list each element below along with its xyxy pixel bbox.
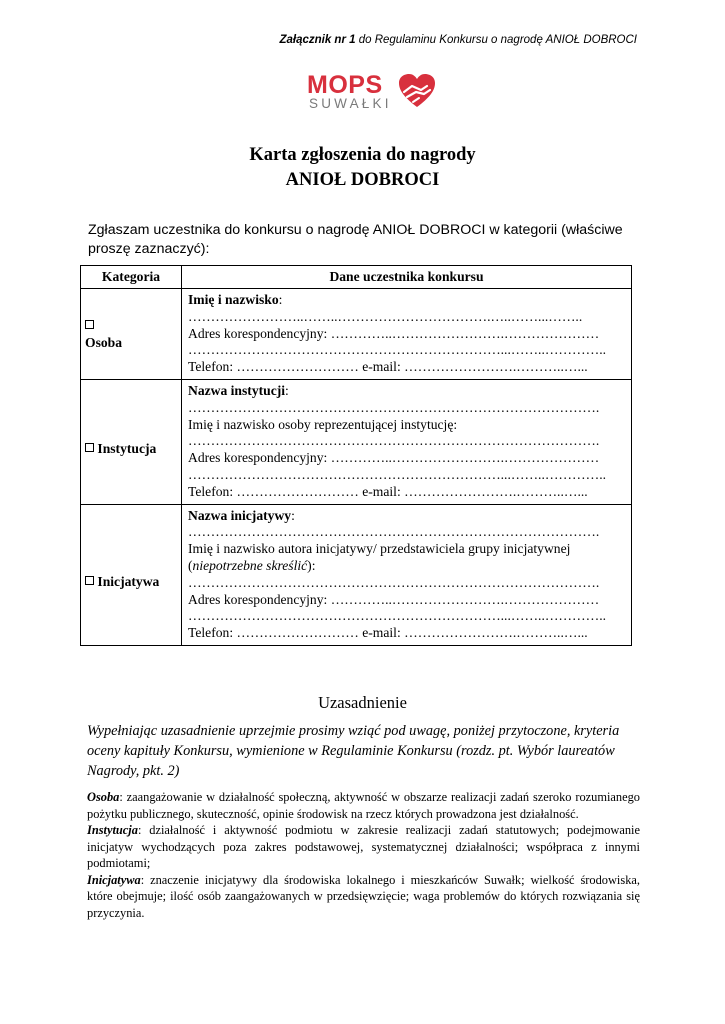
inicjatywa-name-field[interactable]: ………………………………………………………………………………. <box>188 524 600 540</box>
row-osoba <box>81 289 632 380</box>
logo-subtitle: SUWAŁKI <box>309 96 392 111</box>
header-category: Kategoria <box>81 266 182 289</box>
justification-heading: Uzasadnienie <box>318 693 407 712</box>
osoba-phone-email-field[interactable]: Telefon: ……………………… e-mail: …………………….………..…... <box>188 359 588 375</box>
instytucja-checkbox[interactable] <box>85 443 94 452</box>
page-title <box>0 143 725 193</box>
instytucja-representative-label: Imię i nazwisko osoby reprezentującej instytucję: <box>188 416 458 432</box>
table-header-row <box>81 266 632 289</box>
criteria-instytucja <box>87 822 640 872</box>
osoba-fields <box>182 289 632 380</box>
category-instytucja <box>81 379 182 504</box>
inicjatywa-author-note: niepotrzebne skreślić <box>192 557 308 573</box>
criteria-section <box>87 789 640 921</box>
annex-number: Załącznik nr 1 <box>279 34 356 46</box>
osoba-name-label: Imię i nazwisko <box>188 292 279 307</box>
osoba-name-colon: : <box>278 292 283 307</box>
criteria-inicjatywa <box>87 872 640 922</box>
intro-text: Zgłaszam uczestnika do konkursu o nagrodę ANIOŁ DOBROCI w kategorii (właściwe proszę zaznaczyć): <box>88 222 623 257</box>
mops-logo <box>307 72 439 116</box>
header-participant-data: Dane uczestnika konkursu <box>182 266 632 289</box>
inicjatywa-fields <box>182 504 632 645</box>
inicjatywa-checkbox[interactable] <box>85 576 94 585</box>
inicjatywa-author-paren-open: ( <box>188 557 193 573</box>
osoba-name-field[interactable]: ……………………..……..…………………………….…..……...…….. <box>188 308 583 324</box>
annex-description: do Regulaminu Konkursu o nagrodę ANIOŁ DOBROCI <box>355 34 637 46</box>
instytucja-representative-field[interactable]: ………………………………………………………………………………. <box>188 433 600 449</box>
category-osoba <box>81 289 182 380</box>
title-line-2: ANIOŁ DOBROCI <box>285 170 440 190</box>
criteria-instytucja-text: : działalność i aktywność podmiotu w zakresie realizacji zadań statutowych; podejmowanie inicjatyw wychodzących poza zakres podstawowej, systematycznej działalności; współpraca z innymi podmiotami; <box>87 823 640 870</box>
inicjatywa-author-paren-close: ): <box>307 557 316 573</box>
osoba-address-field[interactable]: Adres korespondencyjny: …………..…………………….………………… <box>188 325 600 341</box>
application-table <box>80 265 632 646</box>
instytucja-name-label: Nazwa instytucji <box>188 382 286 398</box>
inicjatywa-name-label: Nazwa inicjatywy <box>188 507 292 523</box>
category-inicjatywa <box>81 504 182 645</box>
criteria-osoba <box>87 789 640 822</box>
inicjatywa-address-field[interactable]: Adres korespondencyjny: …………..…………………….………………… <box>188 591 600 607</box>
title-line-1: Karta zgłoszenia do nagrody <box>249 145 476 165</box>
row-instytucja <box>81 379 632 504</box>
category-inicjatywa-label: Inicjatywa <box>97 573 160 589</box>
justification-note: Wypełniając uzasadnienie uprzejmie prosimy wziąć pod uwagę, poniżej przytoczone, kryteria oceny kapituły Konkursu, wymienione w Regulaminie Konkursu (rozdz. pt. Wybór laureatów Nagrody, pkt. 2) <box>87 723 620 779</box>
instytucja-address-field-2[interactable]: ……………………………………………………………...……..………….. <box>188 466 607 482</box>
inicjatywa-author-field[interactable]: ………………………………………………………………………………. <box>188 574 600 590</box>
osoba-checkbox[interactable] <box>85 320 94 329</box>
category-osoba-label: Osoba <box>85 334 123 350</box>
criteria-inicjatywa-label: Inicjatywa <box>87 872 141 887</box>
inicjatywa-author-label: Imię i nazwisko autora inicjatywy/ przedstawiciela grupy inicjatywnej <box>188 541 571 557</box>
logo-text: MOPS <box>307 71 383 99</box>
osoba-address-field-2[interactable]: ……………………………………………………………...……..………….. <box>188 342 607 358</box>
criteria-osoba-text: : zaangażowanie w działalność społeczną, aktywność w obszarze realizacji zadań szeroko rozumianego pożytku publicznego, skuteczność, opinie środowisk na rzecz których prowadzona jest działalność. <box>87 790 640 821</box>
instytucja-phone-email-field[interactable]: Telefon: ……………………… e-mail: …………………….………..…... <box>188 483 588 499</box>
criteria-osoba-label: Osoba <box>87 790 120 804</box>
criteria-instytucja-label: Instytucja <box>87 823 138 837</box>
inicjatywa-name-colon: : <box>291 507 295 523</box>
instytucja-fields <box>182 379 632 504</box>
instytucja-name-field[interactable]: ………………………………………………………………………………. <box>188 399 600 415</box>
instytucja-name-colon: : <box>285 382 289 398</box>
heart-hands-icon <box>397 73 437 109</box>
instytucja-address-field[interactable]: Adres korespondencyjny: …………..…………………….………………… <box>188 450 600 466</box>
row-inicjatywa <box>81 504 632 645</box>
inicjatywa-address-field-2[interactable]: ……………………………………………………………...……..………….. <box>188 608 607 624</box>
annex-header <box>279 34 637 46</box>
inicjatywa-phone-email-field[interactable]: Telefon: ……………………… e-mail: …………………….………..…... <box>188 625 588 641</box>
category-instytucja-label: Instytucja <box>97 441 157 457</box>
criteria-inicjatywa-text: : znaczenie inicjatywy dla środowiska lokalnego i mieszkańców Suwałk; wielkość środowiska, które obejmuje; ilość osób zaangażowanych w przedsięwzięcie; waga problemów do których rozwiązania się przyczynia. <box>87 872 640 920</box>
